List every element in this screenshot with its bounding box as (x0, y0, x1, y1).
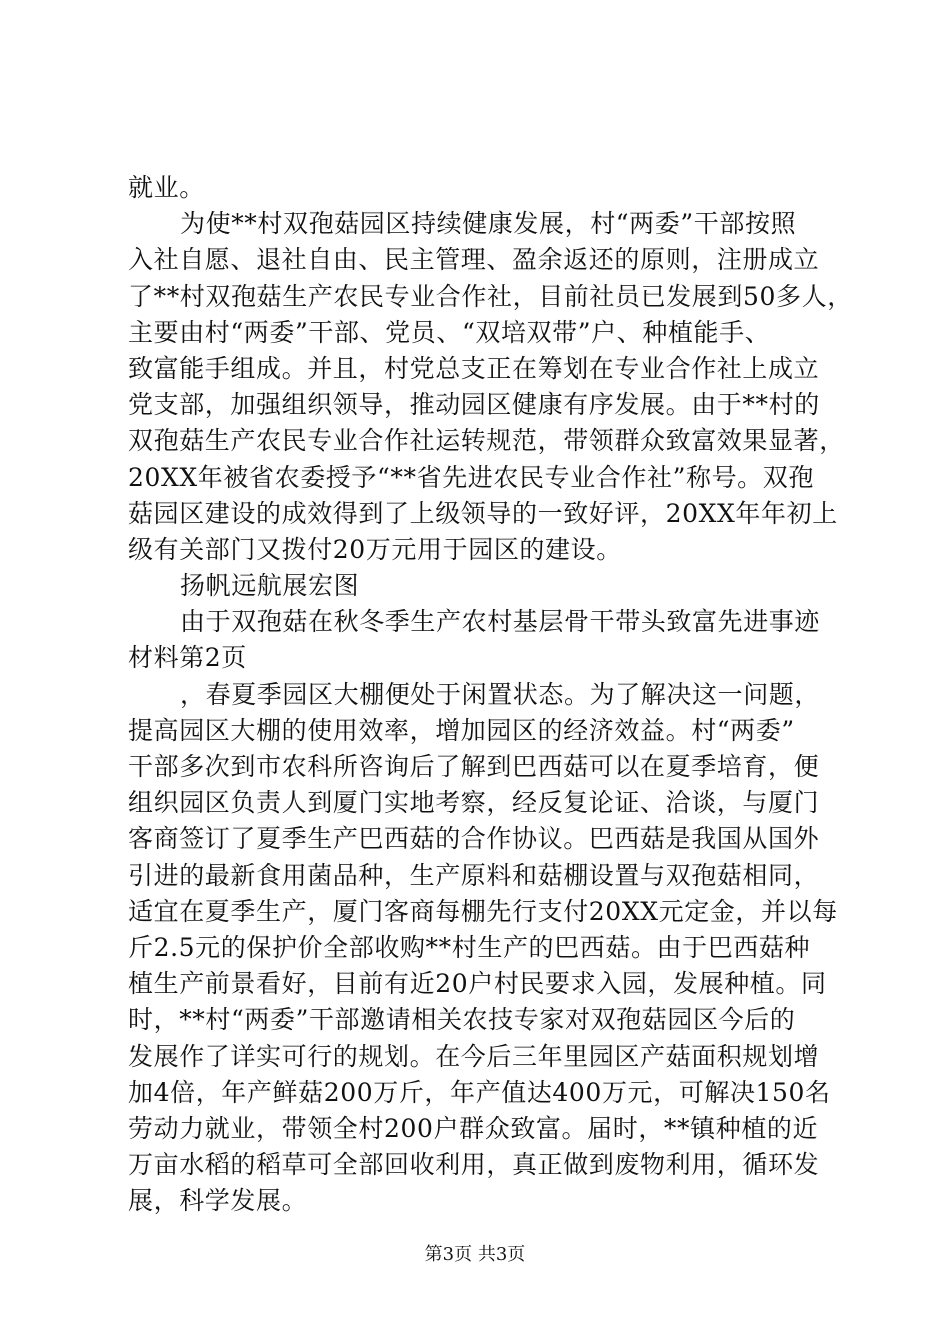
text-line: 发展作了详实可行的规划。在今后三年里园区产菇面积规划增 (128, 1041, 820, 1071)
text-line: 材料第2页 (128, 643, 247, 673)
page-footer: 第3页 共3页 (424, 1244, 526, 1265)
text-line: 适宜在夏季生产，厦门客商每棚先行支付20XX元定金，并以每 (128, 896, 838, 926)
text-line: 斤2.5元的保护价全部收购**村生产的巴西菇。由于巴西菇种 (128, 932, 811, 962)
text-line: 时，**村“两委”干部邀请相关农技专家对双孢菇园区今后的 (128, 1005, 796, 1035)
text-line: 入社自愿、退社自由、民主管理、盈余返还的原则，注册成立 (128, 245, 820, 275)
text-line: 主要由村“两委”干部、党员、“双培双带”户、种植能手、 (128, 317, 771, 347)
text-line: 为使**村双孢菇园区持续健康发展，村“两委”干部按照 (180, 209, 797, 239)
text-line: 劳动力就业，带领全村200户群众致富。届时，**镇种植的近 (128, 1113, 819, 1143)
body-text (128, 170, 853, 1219)
text-line: 级有关部门又拨付20万元用于园区的建设。 (128, 534, 622, 564)
text-line: 党支部，加强组织领导，推动园区健康有序发展。由于**村的 (128, 390, 820, 420)
text-line: 组织园区负责人到厦门实地考察，经反复论证、洽谈，与厦门 (128, 788, 820, 818)
text-line: 干部多次到市农科所咨询后了解到巴西菇可以在夏季培育，便 (128, 752, 820, 781)
text-line: 提高园区大棚的使用效率，增加园区的经济效益。村“两委” (128, 715, 795, 745)
text-line: 植生产前景看好，目前有近20户村民要求入园，发展种植。同 (128, 969, 827, 999)
text-line: ，春夏季园区大棚便处于闲置状态。为了解决这一问题， (180, 679, 821, 709)
text-line: 万亩水稻的稻草可全部回收利用，真正做到废物利用，循环发 (128, 1150, 820, 1180)
text-line: 了**村双孢菇生产农民专业合作社，目前社员已发展到50多人， (128, 281, 853, 311)
text-line: 菇园区建设的成效得到了上级领导的一致好评，20XX年年初上 (128, 498, 838, 528)
text-line: 就业。 (128, 173, 205, 202)
section-heading: 扬帆远航展宏图 (180, 571, 360, 601)
text-line: 客商签订了夏季生产巴西菇的合作协议。巴西菇是我国从国外 (128, 824, 820, 854)
text-line: 加4倍，年产鲜菇200万斤，年产值达400万元，可解决150名 (128, 1077, 831, 1107)
text-line: 由于双孢菇在秋冬季生产农村基层骨干带头致富先进事迹 (180, 607, 821, 637)
text-line: 双孢菇生产农民专业合作社运转规范，带领群众致富效果显著， (128, 426, 845, 456)
text-line: 致富能手组成。并且，村党总支正在筹划在专业合作社上成立 (128, 353, 820, 383)
text-line: 展，科学发展。 (128, 1186, 308, 1216)
text-line: 20XX年被省农委授予“**省先进农民专业合作社”称号。双孢 (128, 462, 814, 492)
text-line: 引进的最新食用菌品种，生产原料和菇棚设置与双孢菇相同， (128, 860, 820, 890)
